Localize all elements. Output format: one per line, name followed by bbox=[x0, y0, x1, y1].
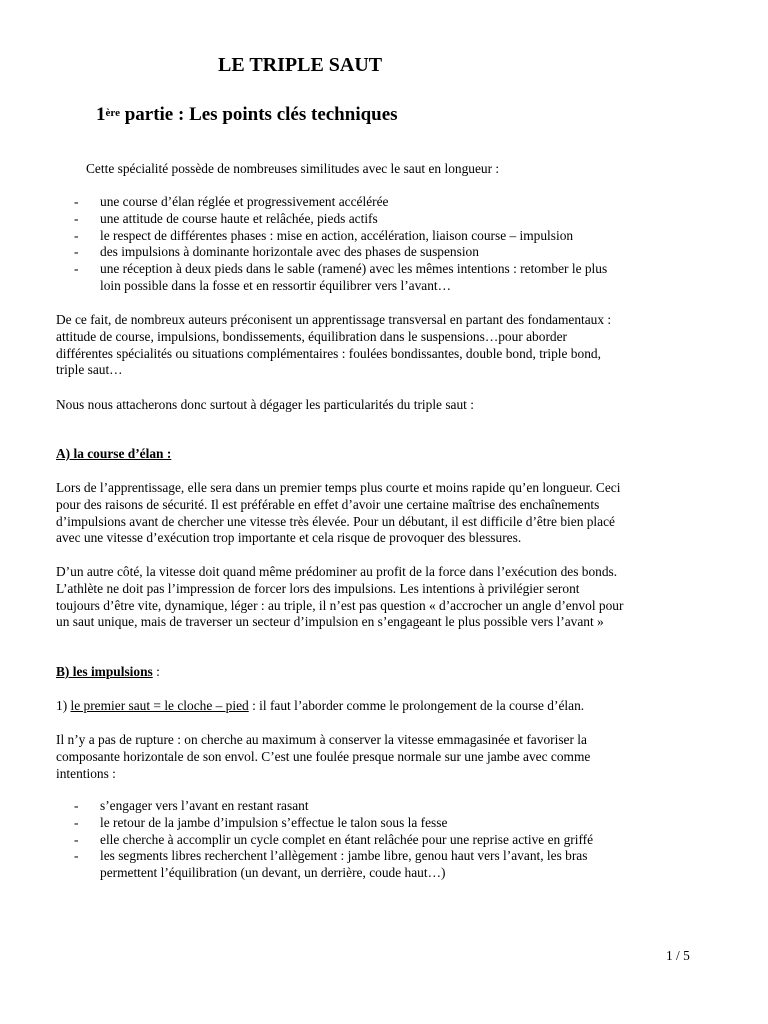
list-item-line: - elle cherche à accomplir un cycle complet en étant relâchée pour une reprise active en griffé bbox=[100, 831, 594, 847]
paragraph-line: composante horizontale de son envol. C’est une foulée presque normale sur une jambe avec comme bbox=[56, 748, 591, 764]
list-item-line: - des impulsions à dominante horizontale avec des phases de suspension bbox=[100, 244, 479, 260]
list-item bbox=[72, 815, 593, 832]
section-heading-impulsions bbox=[56, 664, 160, 681]
paragraph-line: triple saut… bbox=[56, 362, 123, 378]
paragraph-line: D’un autre côté, la vitesse doit quand même prédominer au profit de la force dans l’exécution des bonds. bbox=[56, 564, 618, 579]
paragraph-line: intentions : bbox=[56, 765, 116, 781]
subtitle-text: partie : Les points clés techniques bbox=[119, 104, 398, 125]
subtitle-number: 1 bbox=[96, 104, 106, 125]
item-text: : il faut l’aborder comme le prolongement de la course d’élan. bbox=[248, 698, 585, 713]
paragraph-fondamentaux bbox=[56, 312, 716, 379]
list-item-line: - les segments libres recherchent l’allègement : jambe libre, genou haut vers l’avant, les bras bbox=[100, 848, 588, 864]
paragraph-line: Il n’y a pas de rupture : on cherche au maximum à conserver la vitesse emmagasinée et favoriser la bbox=[56, 732, 587, 747]
list-item bbox=[72, 261, 607, 295]
paragraph-line: De ce fait, de nombreux auteurs préconisent un apprentissage transversal en partant des fondamentaux : bbox=[56, 312, 612, 327]
intro-text: Cette spécialité possède de nombreuses similitudes avec le saut en longueur : bbox=[86, 161, 500, 176]
premier-saut-line bbox=[56, 698, 584, 715]
paragraph-line: L’athlète ne doit pas l’impression de forcer lors des impulsions. Les intentions à privilégier seront bbox=[56, 580, 580, 596]
paragraph-line: Lors de l’apprentissage, elle sera dans un premier temps plus courte et moins rapide qu’en longueur. Ceci bbox=[56, 480, 621, 495]
list-item bbox=[72, 194, 607, 211]
paragraph-line: toujours d’être vite, dynamique, léger : au triple, il n’est pas question « d’accrocher un angle d’envol pour bbox=[56, 597, 624, 613]
similarities-list bbox=[72, 194, 607, 295]
list-item-line: - une attitude de course haute et relâchée, pieds actifs bbox=[100, 210, 378, 226]
paragraph-line: pour des raisons de sécurité. Il est préférable en effet d’avoir une certaine maîtrise des enchaînements bbox=[56, 496, 600, 512]
list-item-line: permettent l’équilibration (un devant, un derrière, coude haut…) bbox=[100, 865, 446, 881]
paragraph-line: d’impulsions avant de chercher une vitesse très élevée. Pour un débutant, il est difficile d’être bien placé bbox=[56, 513, 615, 529]
paragraph-line: avec une vitesse d’exécution trop importante et cela risque de provoquer des blessures. bbox=[56, 530, 522, 546]
list-item bbox=[72, 228, 607, 245]
list-item-line: - s’engager vers l’avant en restant rasant bbox=[100, 798, 309, 813]
intentions-list bbox=[72, 798, 593, 882]
paragraph-apprentissage bbox=[56, 480, 716, 547]
item-number: 1) bbox=[56, 698, 71, 713]
page-number: 1 / 5 bbox=[666, 948, 690, 963]
paragraph-vitesse bbox=[56, 564, 716, 631]
section-heading-text: B) les impulsions bbox=[56, 664, 153, 679]
list-item-line: - une course d’élan réglée et progressivement accélérée bbox=[100, 194, 389, 209]
subtitle-superscript: ère bbox=[105, 107, 120, 119]
list-item bbox=[72, 832, 593, 849]
list-item bbox=[72, 211, 607, 228]
list-item-line: - une réception à deux pieds dans le sable (ramené) avec les mêmes intentions : retomber le plus bbox=[100, 261, 608, 277]
list-item bbox=[72, 244, 607, 261]
paragraph-rupture bbox=[56, 732, 716, 782]
paragraph-line: différentes spécialités ou situations complémentaires : foulées bondissantes, double bond, triple bond, bbox=[56, 345, 601, 361]
list-item bbox=[72, 798, 593, 815]
paragraph-line: un saut unique, mais de traverser un secteur d’impulsion en s’engageant le plus possible vers l’avant » bbox=[56, 614, 604, 630]
subtitle bbox=[96, 104, 398, 126]
paragraph-particularites: Nous nous attacherons donc surtout à dégager les particularités du triple saut : bbox=[56, 397, 474, 412]
section-heading-suffix: : bbox=[152, 664, 160, 679]
list-item-line: - le respect de différentes phases : mise en action, accélération, liaison course – impulsion bbox=[100, 227, 574, 243]
section-heading-course-elan: A) la course d’élan : bbox=[56, 446, 172, 461]
list-item-line: loin possible dans la fosse et en ressortir équilibrer vers l’avant… bbox=[100, 277, 452, 293]
underlined-term: le premier saut = le cloche – pied bbox=[70, 698, 249, 713]
list-item bbox=[72, 848, 593, 882]
list-item-line: - le retour de la jambe d’impulsion s’effectue le talon sous la fesse bbox=[100, 814, 448, 830]
page-title: LE TRIPLE SAUT bbox=[218, 54, 383, 76]
paragraph-line: attitude de course, impulsions, bondissements, équilibration dans le suspensions…pour aborder bbox=[56, 328, 567, 344]
